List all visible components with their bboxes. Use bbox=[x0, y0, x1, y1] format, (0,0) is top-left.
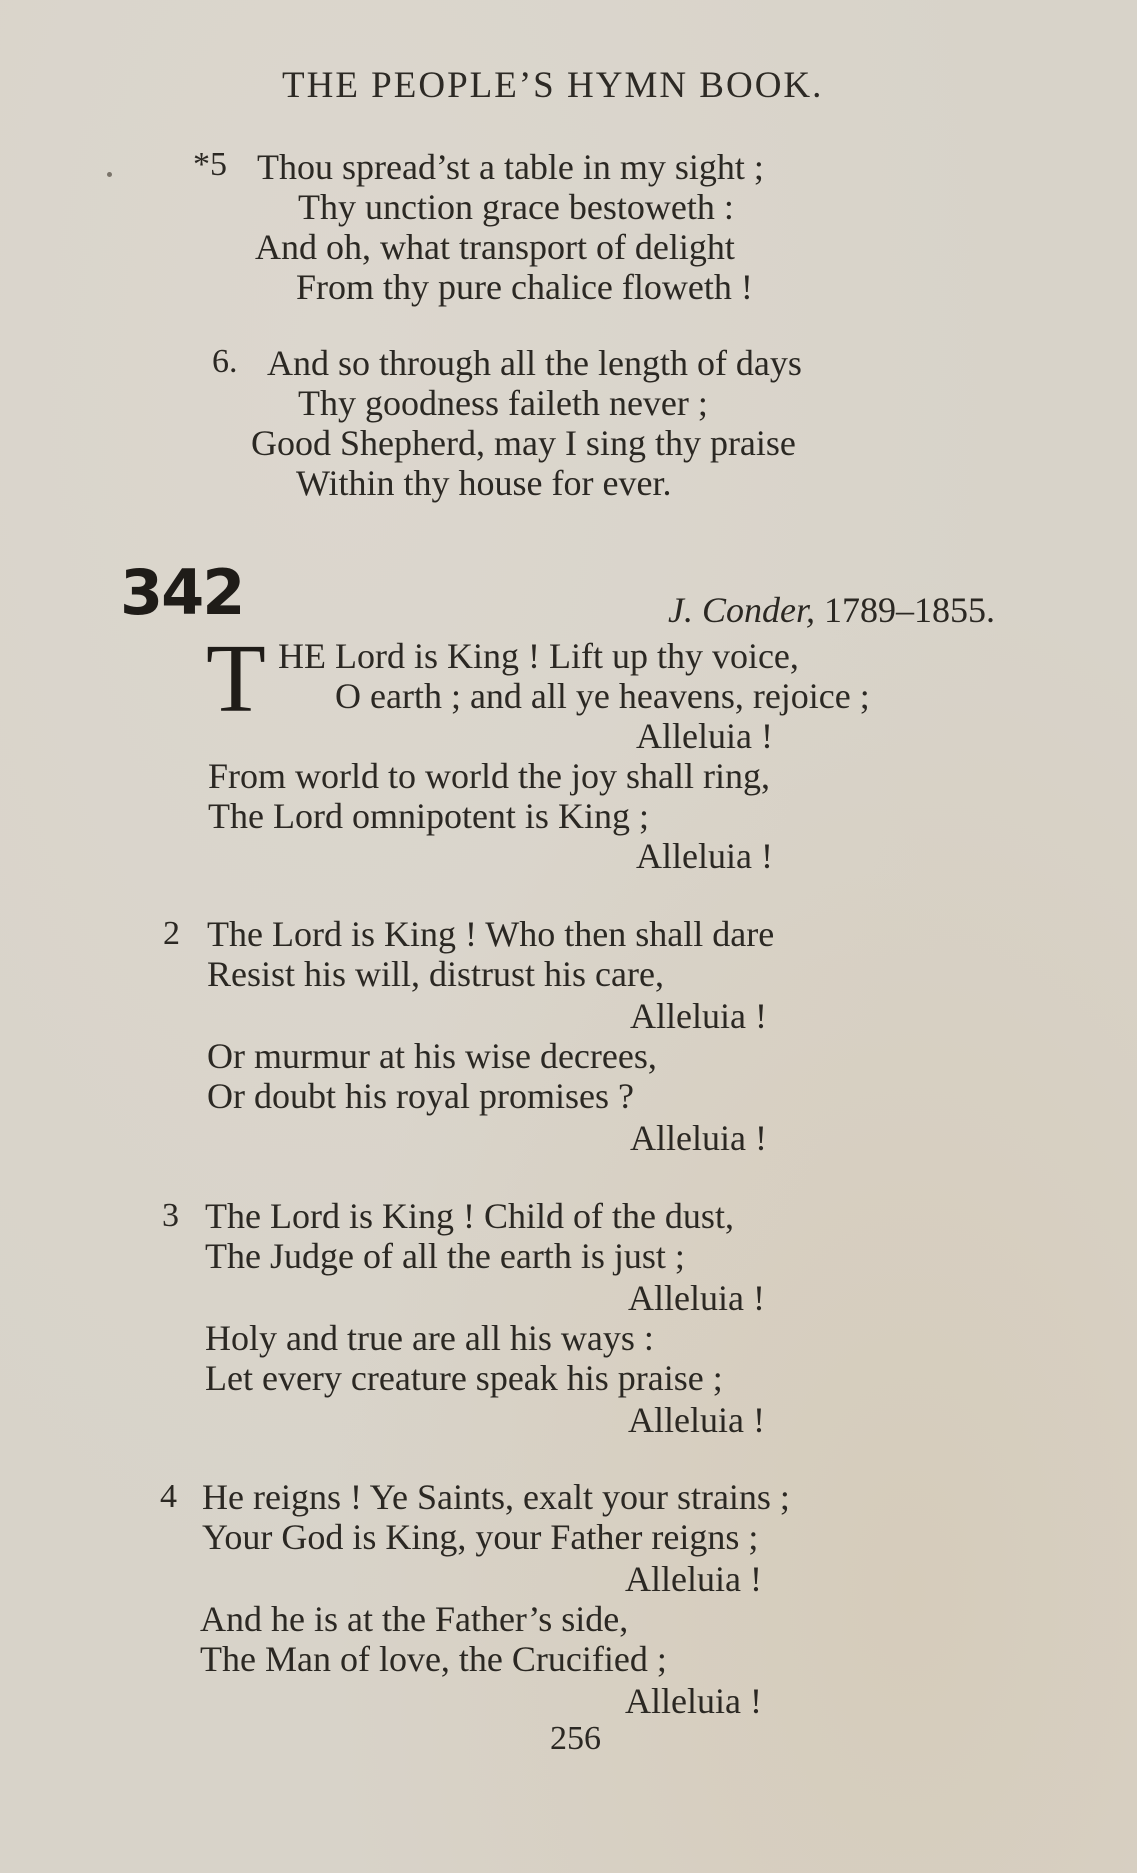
verse-line: The Lord is King ! Who then shall dare bbox=[207, 914, 775, 954]
author-attribution bbox=[668, 589, 995, 631]
verse-number: 6. bbox=[212, 343, 238, 380]
verse-line: Your God is King, your Father reigns ; bbox=[202, 1517, 759, 1557]
verse-line: Let every creature speak his praise ; bbox=[205, 1358, 723, 1398]
verse-line: Alleluia ! bbox=[628, 1400, 765, 1440]
author-name: J. Conder, bbox=[668, 590, 815, 630]
verse-line: Thy goodness faileth never ; bbox=[298, 383, 708, 423]
verse-line: Alleluia ! bbox=[630, 1118, 767, 1158]
verse-line: Thy unction grace bestoweth : bbox=[298, 187, 734, 227]
verse-number: *5 bbox=[193, 146, 227, 183]
verse-line: The Lord omnipotent is King ; bbox=[208, 796, 649, 836]
author-dates: 1789–1855. bbox=[824, 590, 995, 630]
verse-line: Alleluia ! bbox=[625, 1559, 762, 1599]
verse-line: Alleluia ! bbox=[628, 1278, 765, 1318]
verse-line: HE Lord is King ! Lift up thy voice, bbox=[278, 636, 799, 676]
verse-line: And oh, what transport of delight bbox=[255, 227, 735, 267]
verse-line: And he is at the Father’s side, bbox=[200, 1599, 629, 1639]
verse-number: 2 bbox=[163, 915, 180, 952]
verse-line: Alleluia ! bbox=[636, 836, 773, 876]
verse-line: And so through all the length of days bbox=[267, 343, 802, 383]
verse-line: O earth ; and all ye heavens, rejoice ; bbox=[335, 676, 870, 716]
verse-line: The Man of love, the Crucified ; bbox=[200, 1639, 667, 1679]
verse-line: The Lord is King ! Child of the dust, bbox=[205, 1196, 734, 1236]
verse-line: He reigns ! Ye Saints, exalt your strains ; bbox=[202, 1477, 790, 1517]
speck-mark bbox=[107, 172, 112, 177]
verse-line: Or murmur at his wise decrees, bbox=[207, 1036, 657, 1076]
verse-line: Thou spread’st a table in my sight ; bbox=[257, 147, 764, 187]
verse-line: Or doubt his royal promises ? bbox=[207, 1076, 634, 1116]
verse-line: From thy pure chalice floweth ! bbox=[296, 267, 753, 307]
verse-line: Good Shepherd, may I sing thy praise bbox=[251, 423, 796, 463]
running-header: THE PEOPLE’S HYMN BOOK. bbox=[282, 65, 824, 106]
verse-line: Resist his will, distrust his care, bbox=[207, 954, 664, 994]
verse-line: Holy and true are all his ways : bbox=[205, 1318, 654, 1358]
hymn-number: 342 bbox=[120, 556, 244, 629]
verse-line: Within thy house for ever. bbox=[296, 463, 672, 503]
verse-line: Alleluia ! bbox=[636, 716, 773, 756]
verse-line: Alleluia ! bbox=[625, 1681, 762, 1721]
verse-number: 3 bbox=[162, 1197, 179, 1234]
page-number: 256 bbox=[550, 1720, 601, 1757]
verse-line: Alleluia ! bbox=[630, 996, 767, 1036]
verse-line: From world to world the joy shall ring, bbox=[208, 756, 770, 796]
verse-line: The Judge of all the earth is just ; bbox=[205, 1236, 685, 1276]
verse-number: 4 bbox=[160, 1478, 177, 1515]
drop-cap: T bbox=[206, 625, 266, 733]
